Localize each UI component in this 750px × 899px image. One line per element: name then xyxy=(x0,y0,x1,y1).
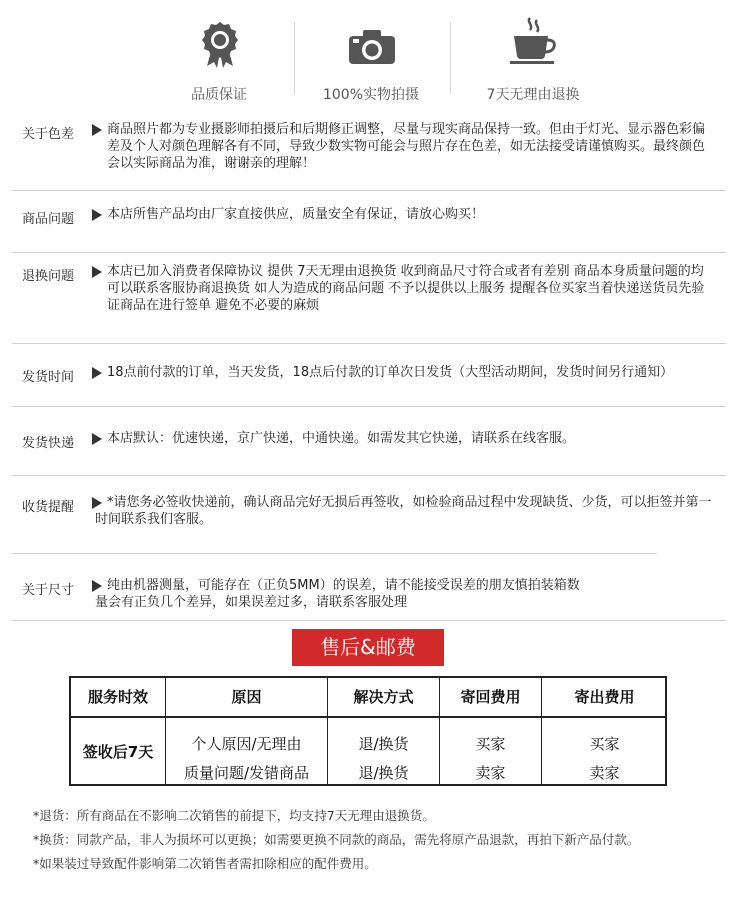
section-text-size: 纯由机器测量，可能存在（正负5MM）的误差，请不能接受误差的朋友慎拍装箱数量会有正负几个差异，如果误差过多，请联系客服处理 xyxy=(95,578,580,610)
note-return: *退货：所有商品在不影响二次销售的前提下，均支持7天无理由退换货。 xyxy=(33,808,435,823)
table-header-return-fee: 寄回费用 xyxy=(460,688,521,706)
section-text-color: 商品照片都为专业摄影师拍摄后和后期修正调整，尽量与现实商品保持一致。但由于灯光、显示器色彩偏差及个人对颜色理解各有不同，导致少数实物可能会与照片存在色差，如无法接受请谨慎购买。最终颜色会以实际商品为准，谢谢亲的理解！ xyxy=(107,122,706,171)
section-divider xyxy=(12,190,726,191)
table-header-reason: 原因 xyxy=(231,688,262,706)
table-cell-send-fee: 买家 xyxy=(589,735,620,753)
table-cell-return-fee: 卖家 xyxy=(475,764,506,782)
section-text-shipping-time: 18点前付款的订单，当天发货，18点后付款的订单次日发货（大型活动期间，发货时间另行通知） xyxy=(107,365,674,380)
section-divider xyxy=(12,343,726,344)
bullet-triangle-icon xyxy=(92,209,102,221)
table-cell-send-fee: 卖家 xyxy=(589,764,620,782)
table-cell-solution: 退/换货 xyxy=(358,764,409,782)
bullet-triangle-icon xyxy=(92,266,102,278)
section-label-receiving: 收货提醒 xyxy=(22,500,75,515)
section-text-courier: 本店默认：优速快递，京广快递，中通快递。如需发其它快递，请联系在线客服。 xyxy=(107,431,576,446)
table-header-solution: 解决方式 xyxy=(353,688,414,706)
divider xyxy=(294,22,295,94)
badge-label: 100%实物拍摄 xyxy=(322,87,420,103)
divider xyxy=(450,22,451,94)
section-label-shipping-time: 发货时间 xyxy=(22,370,75,385)
table-cell-return-fee: 买家 xyxy=(475,735,506,753)
bullet-triangle-icon xyxy=(92,433,102,445)
badge-label: 7天无理由退换 xyxy=(486,87,580,103)
note-exchange: *换货：同款产品，非人为损坏可以更换；如需要更换不同款的商品，需先将原产品退款，再拍下新产品付款。 xyxy=(33,832,640,847)
table-header-period: 服务时效 xyxy=(87,688,148,706)
note-accessories: *如果装过导致配件影响第二次销售者需扣除相应的配件费用。 xyxy=(33,856,377,871)
section-label-return: 退换问题 xyxy=(22,269,75,284)
table-cell-period: 签收后7天 xyxy=(82,743,154,761)
section-label-quality: 商品问题 xyxy=(22,212,75,227)
section-divider xyxy=(12,406,726,407)
section-divider xyxy=(12,475,726,476)
section-divider xyxy=(12,252,726,253)
award-ribbon-icon xyxy=(202,22,238,70)
camera-icon xyxy=(349,30,395,64)
section-text-receiving: *请您务必签收快递前，确认商品完好无损后再签收，如检验商品过程中发现缺货、少货，可以拒签并第一时间联系我们客服。 xyxy=(95,495,712,527)
table-header-send-fee: 寄出费用 xyxy=(574,688,635,706)
badge-label: 品质保证 xyxy=(191,87,247,103)
section-text-return: 本店已加入消费者保障协议 提供 7天无理由退换货 收到商品尺寸符合或者有差别 商品本身质量问题的均可以联系客服协商退换货 如人为造成的商品问题 不予以提供以上服务 提醒各位买家当着快递送货员先验证商品在进行签单 避免不必要的麻烦 xyxy=(107,264,705,313)
section-label-courier: 发货快递 xyxy=(22,436,75,451)
after-sales-title: 售后&邮费 xyxy=(292,629,444,666)
section-divider xyxy=(12,620,726,621)
section-divider xyxy=(12,553,657,554)
section-text-quality: 本店所售产品均由厂家直接供应，质量安全有保证，请放心购买！ xyxy=(107,207,485,222)
table-cell-solution: 退/换货 xyxy=(358,735,409,753)
bullet-triangle-icon xyxy=(92,124,102,136)
table-cell-reason: 个人原因/无理由 xyxy=(191,735,302,753)
table-cell-reason: 质量问题/发错商品 xyxy=(183,764,310,782)
coffee-cup-icon xyxy=(508,16,558,66)
section-label-size: 关于尺寸 xyxy=(22,583,75,598)
section-label-color: 关于色差 xyxy=(22,127,75,142)
after-sales-table xyxy=(69,676,667,786)
bullet-triangle-icon xyxy=(92,367,102,379)
